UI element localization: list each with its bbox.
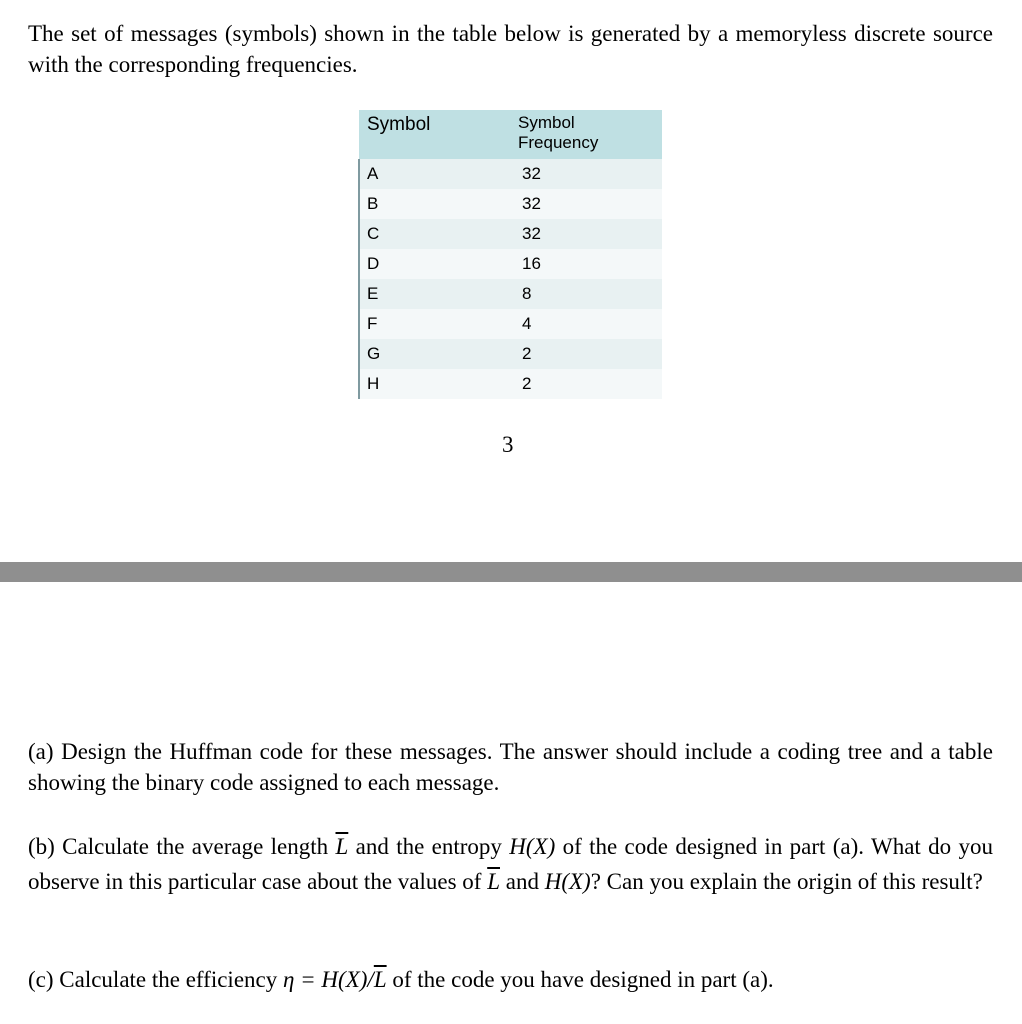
part-c-text-2: of the code you have designed in part (a). bbox=[386, 967, 774, 992]
cell-frequency: 16 bbox=[511, 249, 662, 279]
cell-symbol: F bbox=[359, 309, 511, 339]
average-length-symbol: $\overline{L}$ bbox=[373, 967, 387, 992]
average-length-symbol: $\overline{L}$ bbox=[487, 869, 500, 894]
part-b-text-1: (b) Calculate the average length bbox=[28, 834, 336, 859]
cell-symbol: H bbox=[359, 369, 511, 399]
cell-frequency: 32 bbox=[511, 159, 662, 189]
cell-symbol: A bbox=[359, 159, 511, 189]
cell-symbol: E bbox=[359, 279, 511, 309]
header-freq-line1: Symbol bbox=[518, 113, 575, 132]
part-c-text-1: (c) Calculate the efficiency bbox=[28, 967, 283, 992]
page-divider bbox=[0, 562, 1022, 582]
cell-symbol: D bbox=[359, 249, 511, 279]
cell-frequency: 2 bbox=[511, 369, 662, 399]
average-length-symbol: $\overline{L}$ bbox=[335, 834, 349, 859]
question-part-b bbox=[28, 829, 993, 899]
table-row bbox=[359, 159, 662, 189]
part-b-text-4: and bbox=[500, 869, 545, 894]
table-row bbox=[359, 339, 662, 369]
header-symbol: Symbol bbox=[359, 110, 511, 159]
entropy-symbol: H(X) bbox=[509, 834, 556, 859]
cell-frequency: 4 bbox=[511, 309, 662, 339]
cell-frequency: 2 bbox=[511, 339, 662, 369]
table-row bbox=[359, 309, 662, 339]
intro-paragraph: The set of messages (symbols) shown in the table below is generated by a memoryless discrete source with the corresponding frequencies. bbox=[28, 21, 993, 77]
efficiency-equation: η = H(X)/ bbox=[283, 967, 374, 992]
cell-frequency: 32 bbox=[511, 189, 662, 219]
table-row bbox=[359, 369, 662, 399]
cell-symbol: B bbox=[359, 189, 511, 219]
header-symbol-frequency bbox=[511, 110, 662, 159]
entropy-symbol: H(X) bbox=[544, 869, 591, 894]
table-row bbox=[359, 249, 662, 279]
cell-frequency: 8 bbox=[511, 279, 662, 309]
table-row bbox=[359, 279, 662, 309]
part-b-text-2: and the entropy bbox=[348, 834, 510, 859]
question-part-a: (a) Design the Huffman code for these messages. The answer should include a coding tree and a table showing the binary code assigned to each message. bbox=[28, 739, 993, 795]
header-freq-line2: Frequency bbox=[518, 133, 599, 152]
page-number: 3 bbox=[502, 432, 514, 457]
table-row bbox=[359, 189, 662, 219]
cell-symbol: C bbox=[359, 219, 511, 249]
part-b-text-5: ? Can you explain the origin of this result? bbox=[590, 869, 983, 894]
table-header-row bbox=[359, 110, 662, 159]
cell-frequency: 32 bbox=[511, 219, 662, 249]
table-row bbox=[359, 219, 662, 249]
cell-symbol: G bbox=[359, 339, 511, 369]
symbol-frequency-table bbox=[358, 110, 663, 399]
question-part-c bbox=[28, 964, 993, 995]
part-b-text-3: of the code designed in part (a). What do you observe in this particular case about the values of bbox=[28, 834, 993, 894]
